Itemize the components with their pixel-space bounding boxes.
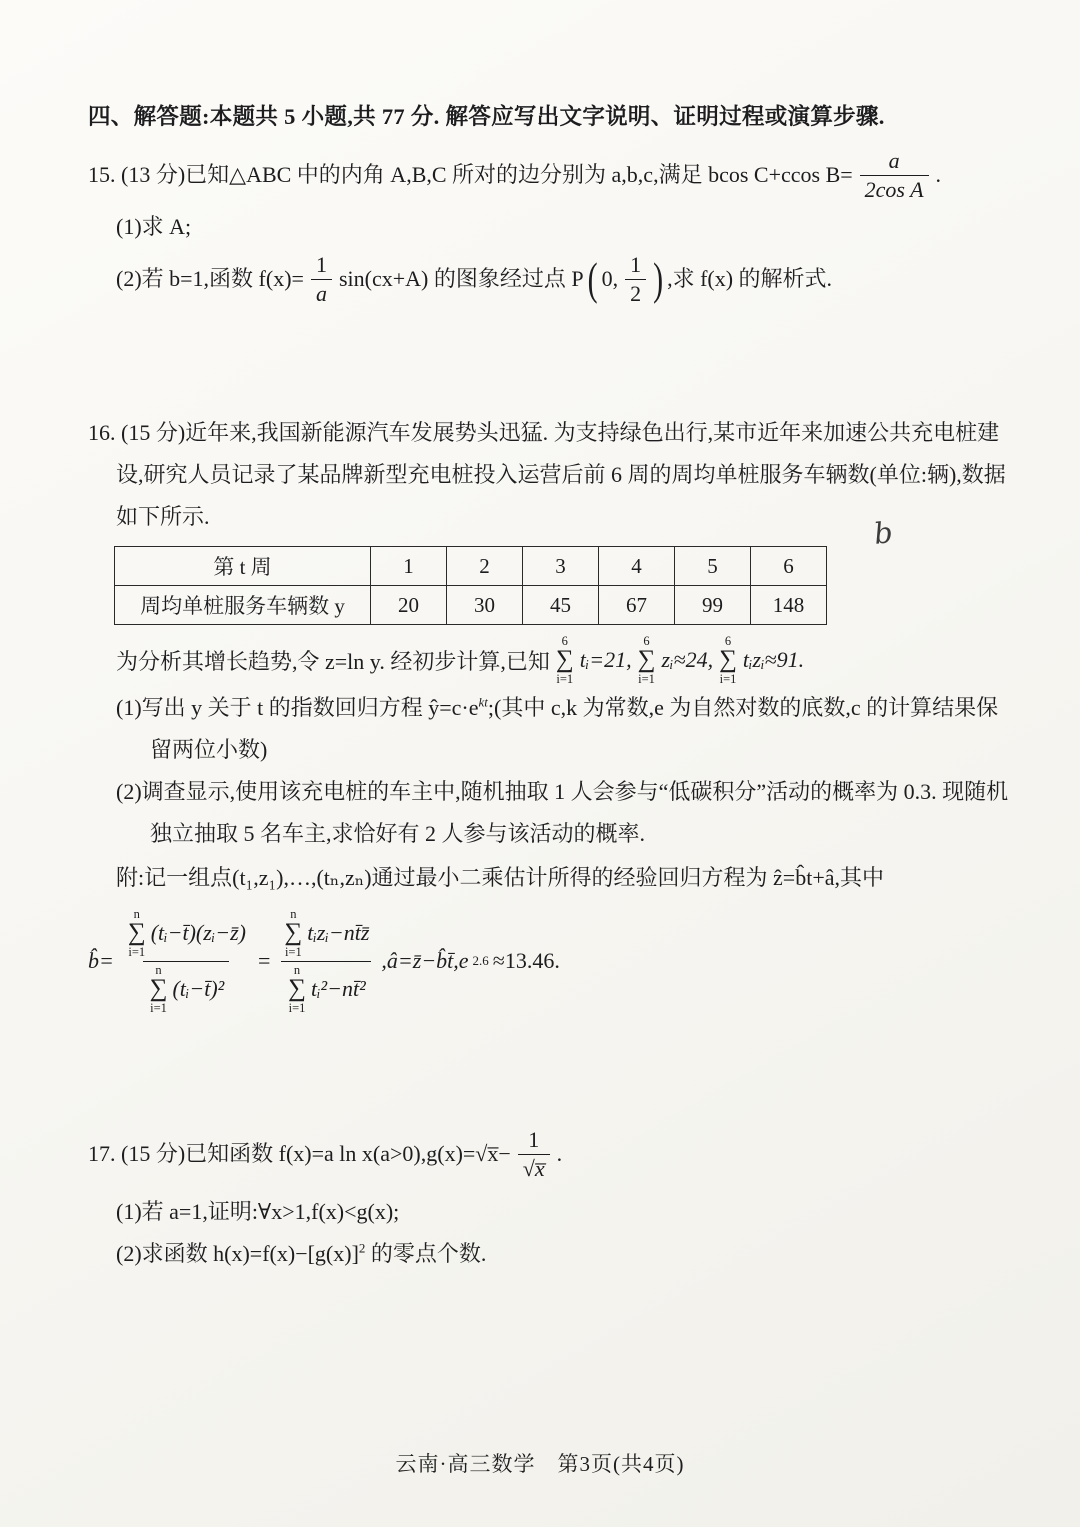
regression-frac1-denominator: [143, 961, 230, 1017]
q16-part2: (2)调查显示,使用该充电桩的车主中,随机抽取 1 人会参与“低碳积分”活动的概率为 0.3. 现随机独立抽取 5 名车主,求恰好有 2 人参与该活动的概率.: [116, 779, 1009, 846]
summation-symbol: [556, 634, 574, 687]
sum-lower-limit: i=1: [719, 671, 737, 686]
q16-regression-formula: b̂= n ∑ i=1 (tᵢ−t̄)(zᵢ−z̄) n ∑ i=1 (tᵢ−t̄)² = n ∑ i=1 tᵢzᵢ−nt̄z̄ n ∑ i=1 tᵢ²−nt̄² ,â=z̄−b̂t̄,e 2.6 ≈13.46.: [88, 907, 560, 1015]
summation-symbol: [284, 907, 302, 960]
section-header: 四、解答题:本题共 5 小题,共 77 分. 解答应写出文字说明、证明过程或演算步骤.: [88, 104, 885, 129]
table-header-row: [115, 547, 827, 586]
frac2-den-expression: tᵢ²−nt̄²: [310, 975, 366, 1001]
sum-upper-limit: n: [290, 907, 297, 921]
summation-symbol: [128, 907, 146, 960]
regression-frac1-numerator: [121, 906, 251, 961]
q15-point-x: 0,: [601, 266, 619, 291]
sum-lower-limit: i=1: [150, 1000, 167, 1015]
sum-lower-limit: i=1: [284, 945, 302, 960]
q15-coeff-denominator: a: [311, 279, 332, 308]
squared-exponent: 2: [358, 1240, 366, 1256]
close-paren: ): [653, 254, 664, 304]
frac1-den-expression: (tᵢ−t̄)²: [172, 975, 225, 1001]
q15-part2: [116, 248, 1016, 310]
sum-upper-limit: n: [293, 962, 301, 977]
frac1-num-expression: (tᵢ−t̄)(zᵢ−z̄): [150, 920, 246, 946]
table-header-week: 第 t 周: [115, 547, 371, 586]
q16-stem: 16. (15 分)近年来,我国新能源汽车发展势头迅猛. 为支持绿色出行,某市近年来加速公共充电桩建设,研究人员记录了某品牌新型充电桩投入运营后前 6 周的周均单桩服务车辆数(单位:辆),数据如下所示.: [88, 420, 1006, 529]
q15-stem-text: 15. (13 分)已知△ABC 中的内角 A,B,C 所对的边分别为 a,b,c,满足 bcos C+ccos B=: [88, 162, 853, 187]
q16-part1-text: (1)写出 y 关于 t 的指数回归方程 ŷ=c·e: [116, 695, 479, 720]
q16-note: 附:记一组点(t₁,z₁),…,(tₙ,zₙ)通过最小二乘估计所得的经验回归方程为 ẑ=b̂t+â,其中: [116, 865, 885, 890]
q16-analysis-line: [116, 633, 1016, 687]
q17-fraction: [518, 1126, 550, 1183]
sigma-glyph: ∑: [637, 646, 656, 674]
q17-part2: [116, 1233, 1016, 1275]
q17-stem: [88, 1123, 1016, 1185]
q17-fraction-numerator: 1: [528, 1126, 540, 1152]
page-footer: 云南·高三数学 第3页(共4页): [395, 1452, 685, 1476]
table-header-5: 5: [675, 547, 751, 586]
q15-point-frac-numerator: 1: [630, 251, 642, 277]
sum-lower-limit: i=1: [556, 671, 574, 686]
q16-data-table: [114, 546, 827, 625]
sum-lower-limit: i=1: [288, 1000, 306, 1015]
bhat-equals: b̂=: [88, 948, 114, 974]
sum-lower-limit: i=1: [638, 671, 655, 686]
q17-stem-period: .: [556, 1141, 563, 1166]
sigma-glyph: ∑: [149, 974, 168, 1002]
q15-fraction-numerator: a: [888, 147, 900, 173]
table-header-1: 1: [371, 547, 447, 586]
q16-exponent-kt: kt: [478, 694, 488, 710]
table-value-3: 45: [523, 586, 599, 625]
sigma-glyph: ∑: [288, 974, 306, 1002]
table-header-4: 4: [599, 547, 675, 586]
q17-part2-end-text: 的零点个数.: [365, 1241, 487, 1266]
open-paren: (: [587, 254, 598, 304]
q15-point-fraction: [625, 251, 646, 308]
table-value-1: 20: [371, 586, 447, 625]
q17-stem-text: 17. (15 分)已知函数 f(x)=a ln x(a>0),g(x)=√x̅−: [88, 1141, 511, 1166]
q15-stem: [88, 144, 1016, 206]
summation-symbol: [638, 634, 656, 687]
sum-upper-limit: 6: [724, 633, 732, 648]
sum-lower-limit: i=1: [128, 945, 146, 960]
sum-upper-limit: 6: [643, 633, 650, 648]
handwritten-mark: b: [872, 515, 895, 551]
q16-sum1-value: tᵢ=21,: [579, 647, 632, 672]
sum-upper-limit: 6: [561, 633, 568, 648]
q15-fraction: [860, 147, 929, 204]
regression-frac2-denominator: [281, 961, 371, 1017]
q15-part2-mid-text: sin(cx+A) 的图象经过点 P: [338, 266, 584, 291]
regression-frac2-numerator: [277, 906, 374, 961]
regression-fraction-1: [121, 906, 251, 1016]
sigma-glyph: ∑: [719, 646, 737, 674]
frac2-num-expression: tᵢzᵢ−nt̄z̄: [307, 920, 370, 946]
q15-part2-text: (2)若 b=1,函数 f(x)=: [116, 266, 304, 291]
q15-part1: (1)求 A;: [116, 214, 192, 239]
table-data-row: [115, 586, 827, 625]
q15-coeff-numerator: 1: [315, 251, 327, 277]
sum-upper-limit: n: [133, 907, 140, 921]
equals-sign: =: [258, 948, 271, 974]
sigma-glyph: ∑: [284, 919, 303, 947]
q17-part1: (1)若 a=1,证明:∀x>1,f(x)<g(x);: [116, 1199, 400, 1224]
table-header-6: 6: [751, 547, 827, 586]
q15-stem-period: .: [935, 162, 942, 187]
ahat-tail-expression: ,â=z̄−b̂t̄,e: [381, 948, 469, 974]
approx-value: ≈13.46.: [492, 948, 560, 974]
q16-analysis-text: 为分析其增长趋势,令 z=ln y. 经初步计算,已知: [116, 648, 550, 674]
sigma-glyph: ∑: [127, 919, 146, 947]
q16-sum3-value: tᵢzᵢ≈91.: [742, 647, 805, 672]
table-value-4: 67: [599, 586, 675, 625]
regression-fraction-2: [277, 906, 374, 1016]
sum-upper-limit: n: [155, 962, 162, 977]
q17-fraction-denominator: √x̅: [518, 1154, 550, 1183]
table-value-5: 99: [675, 586, 751, 625]
summation-symbol: [719, 634, 737, 687]
table-value-2: 30: [447, 586, 523, 625]
summation-symbol: [288, 963, 306, 1016]
sigma-glyph: ∑: [555, 646, 574, 674]
q15-fraction-denominator: 2cos A: [860, 175, 929, 204]
table-data-label: 周均单桩服务车辆数 y: [115, 586, 371, 625]
summation-symbol: [150, 963, 168, 1016]
table-value-6: 148: [751, 586, 827, 625]
table-header-2: 2: [447, 547, 523, 586]
q16-part1-note: ;(其中 c,k 为常数,e 为自然对数的底数,c 的计算结果保留两位小数): [150, 695, 999, 762]
q16-sum2-value: zᵢ≈24,: [661, 647, 714, 672]
q15-part2-end-text: ,求 f(x) 的解析式.: [667, 266, 833, 291]
table-header-3: 3: [523, 547, 599, 586]
q15-coefficient-fraction: [311, 251, 332, 308]
q15-point-frac-denominator: 2: [625, 279, 646, 308]
q17-part2-text: (2)求函数 h(x)=f(x)−[g(x)]: [116, 1241, 359, 1266]
q16-part1: [116, 687, 1016, 771]
